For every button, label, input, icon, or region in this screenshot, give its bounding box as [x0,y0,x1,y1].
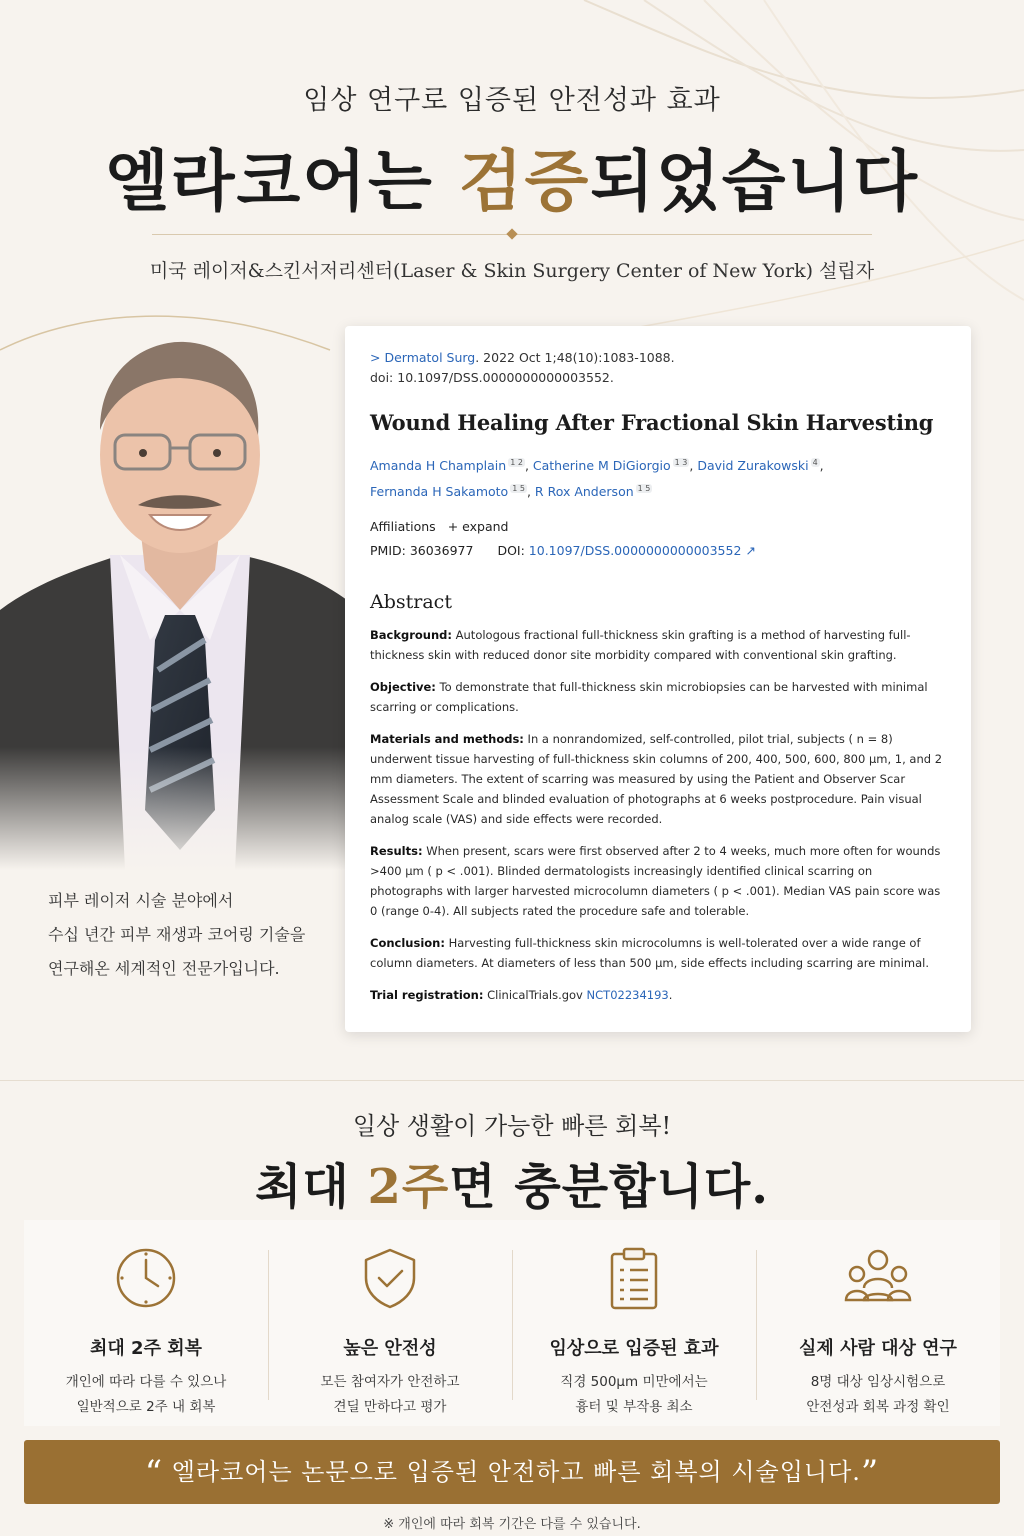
feature-card [512,1220,756,1426]
section-text: Harvesting full-thickness skin microcolumns is well-tolerated over a wide range of column diameters. At diameters of less than 500 μm, side effects including scarring are minimal. [370,936,929,971]
feature-card [756,1220,1000,1426]
author-link[interactable]: R Rox Anderson [534,484,634,500]
feature-desc-line: 흉터 및 부작용 최소 [575,1399,693,1415]
author-list: Amanda H Champlain $^{1 2}$ , Catherine M DiGiorgio $^{1 3}$ , David Zurakowski $^4$ , Fernanda H Sakamoto $^{1 5}$ , R Rox Anderson $^{1 5}$ [370,458,824,500]
section-label: Results: [370,844,423,859]
trial-end: . [668,988,673,1003]
feature-desc-line: 견딜 만하다고 평가 [333,1399,447,1415]
doctor-bio [48,884,348,986]
feature-desc-line: 안전성과 회복 과정 확인 [806,1399,950,1415]
pmid: PMID: 36036977 [370,543,474,559]
close-quote-icon: ” [860,1453,880,1493]
bio-line: 피부 레이저 시술 분야에서 [48,891,234,910]
section-text: In a nonrandomized, self-controlled, pilot trial, subjects ( n = 8) underwent tissue harvesting of full-thickness skin columns of 200, 400, 500, 600, 800 μm, 1, and 2 mm diameters. The extent of scarring was measured by using the Patient and Observer Scar Assessment Scale and blinded evaluation of photographs at 6 weeks postprocedure. Pain visual analog scale (VAS) and side effects were recorded. [370,732,943,827]
abstract-conclusion [370,933,946,973]
abstract-background [370,625,946,665]
section-text: Autologous fractional full-thickness skin grafting is a method of harvesting full-thickness skin with reduced donor site morbidity compared with conventional skin grafting. [370,628,911,663]
recovery-title-pre: 최대 [255,1159,368,1215]
journal-citation [370,348,946,368]
feature-desc [268,1370,512,1420]
journal-name: Dermatol Surg [384,350,476,365]
clock-icon [112,1244,180,1312]
hero-title [0,128,1024,223]
feature-title: 실제 사람 대상 연구 [799,1338,957,1359]
section-divider [0,1080,1024,1081]
feature-title: 임상으로 입증된 효과 [549,1338,719,1359]
hero-subtitle: 미국 레이저&스킨서저리센터(Laser & Skin Surgery Center of New York) 설립자 [149,260,875,282]
hero-title-pre: 엘라코어는 [104,142,459,220]
quote-banner [24,1440,1000,1504]
author-affiliation-badge[interactable]: 4 [812,458,818,467]
abstract-results [370,841,946,921]
hero-title-post: 되었습니다 [590,142,920,220]
trial-text: ClinicalTrials.gov [483,988,587,1003]
paper-title: Wound Healing After Fractional Skin Harvesting [370,410,934,435]
affiliations-label: Affiliations [370,519,436,535]
clipboard-icon [600,1244,668,1312]
abstract-methods [370,729,946,829]
feature-card [268,1220,512,1426]
doi-link[interactable]: 10.1097/DSS.0000000000003552 ↗ [528,543,756,559]
feature-title: 최대 2주 회복 [90,1338,202,1359]
section-text: When present, scars were first observed after 2 to 4 weeks, much more often for wounds >400 μm ( p < .001). Blinded dermatologists increasingly identified clinical scarring on photographs with larger harvested microcolumn diameters ( p < .001). Median VAS pain score was 0 (range 0-4). All subjects rated the procedure safe and tolerable. [370,844,941,919]
doi-line: doi: 10.1097/DSS.0000000000003552. [370,370,614,385]
footnote: ※ 개인에 따라 회복 기간은 다를 수 있습니다. [383,1517,641,1532]
feature-desc [24,1370,268,1420]
feature-desc [756,1370,1000,1420]
section-text: To demonstrate that full-thickness skin microbiopsies can be harvested with minimal scarring or complications. [370,680,928,715]
paper-card [345,326,971,1032]
recovery-title-post: 면 충분합니다. [449,1159,769,1215]
paper-meta [370,515,946,563]
author-link[interactable]: David Zurakowski [697,458,809,474]
expand-affiliations-button[interactable]: + expand [447,519,509,535]
hero-title-accent: 검증 [458,142,591,220]
recovery-title-accent: 2주 [367,1159,450,1215]
feature-title: 높은 안전성 [343,1338,437,1359]
trial-link[interactable]: NCT02234193 [586,988,669,1003]
doctor-portrait [0,310,360,870]
feature-desc-line: 일반적으로 2주 내 회복 [76,1399,216,1415]
section-label: Materials and methods: [370,732,524,747]
section-label: Trial registration: [370,988,484,1003]
author-link[interactable]: Amanda H Champlain [370,458,507,474]
people-icon [844,1244,912,1312]
shield-check-icon [356,1244,424,1312]
feature-desc-line: 직경 500μm 미만에서는 [560,1374,708,1390]
chevron-right-icon: > [370,350,385,365]
recovery-kicker: 일상 생활이 가능한 빠른 회복! [352,1112,672,1140]
author-affiliation-badge[interactable]: 1 3 [674,458,688,467]
journal-rest: . 2022 Oct 1;48(10):1083-1088. [475,350,675,365]
abstract-heading: Abstract [370,591,452,614]
feature-card [24,1220,268,1426]
author-affiliation-badge[interactable]: 1 5 [512,484,525,494]
banner-text: 엘라코어는 논문으로 입증된 안전하고 빠른 회복의 시술입니다. [163,1458,861,1486]
section-label: Conclusion: [370,936,445,951]
trial-registration [370,985,946,1005]
author-link[interactable]: Fernanda H Sakamoto [370,484,509,500]
bio-line: 연구해온 세계적인 전문가입니다. [48,959,280,978]
abstract-objective [370,677,946,717]
author-link[interactable]: Catherine M DiGiorgio [532,458,671,474]
author-affiliation-badge[interactable]: 1 2 [510,458,523,467]
bio-line: 수십 년간 피부 재생과 코어링 기술을 [48,925,306,944]
journal-link[interactable] [370,350,475,365]
feature-desc-line: 8명 대상 임상시험으로 [810,1374,946,1390]
feature-desc-line: 개인에 따라 다를 수 있으나 [65,1374,227,1390]
author-affiliation-badge[interactable]: 1 5 [637,484,651,494]
doi-label: DOI: [497,543,529,559]
feature-row [24,1220,1000,1426]
hero-kicker: 임상 연구로 입증된 안전성과 효과 [303,85,721,116]
section-label: Objective: [370,680,436,695]
section-label: Background: [370,628,452,643]
feature-desc [512,1370,756,1420]
open-quote-icon: “ [144,1453,164,1493]
feature-desc-line: 모든 참여자가 안전하고 [320,1374,460,1390]
recovery-title [0,1148,1024,1217]
